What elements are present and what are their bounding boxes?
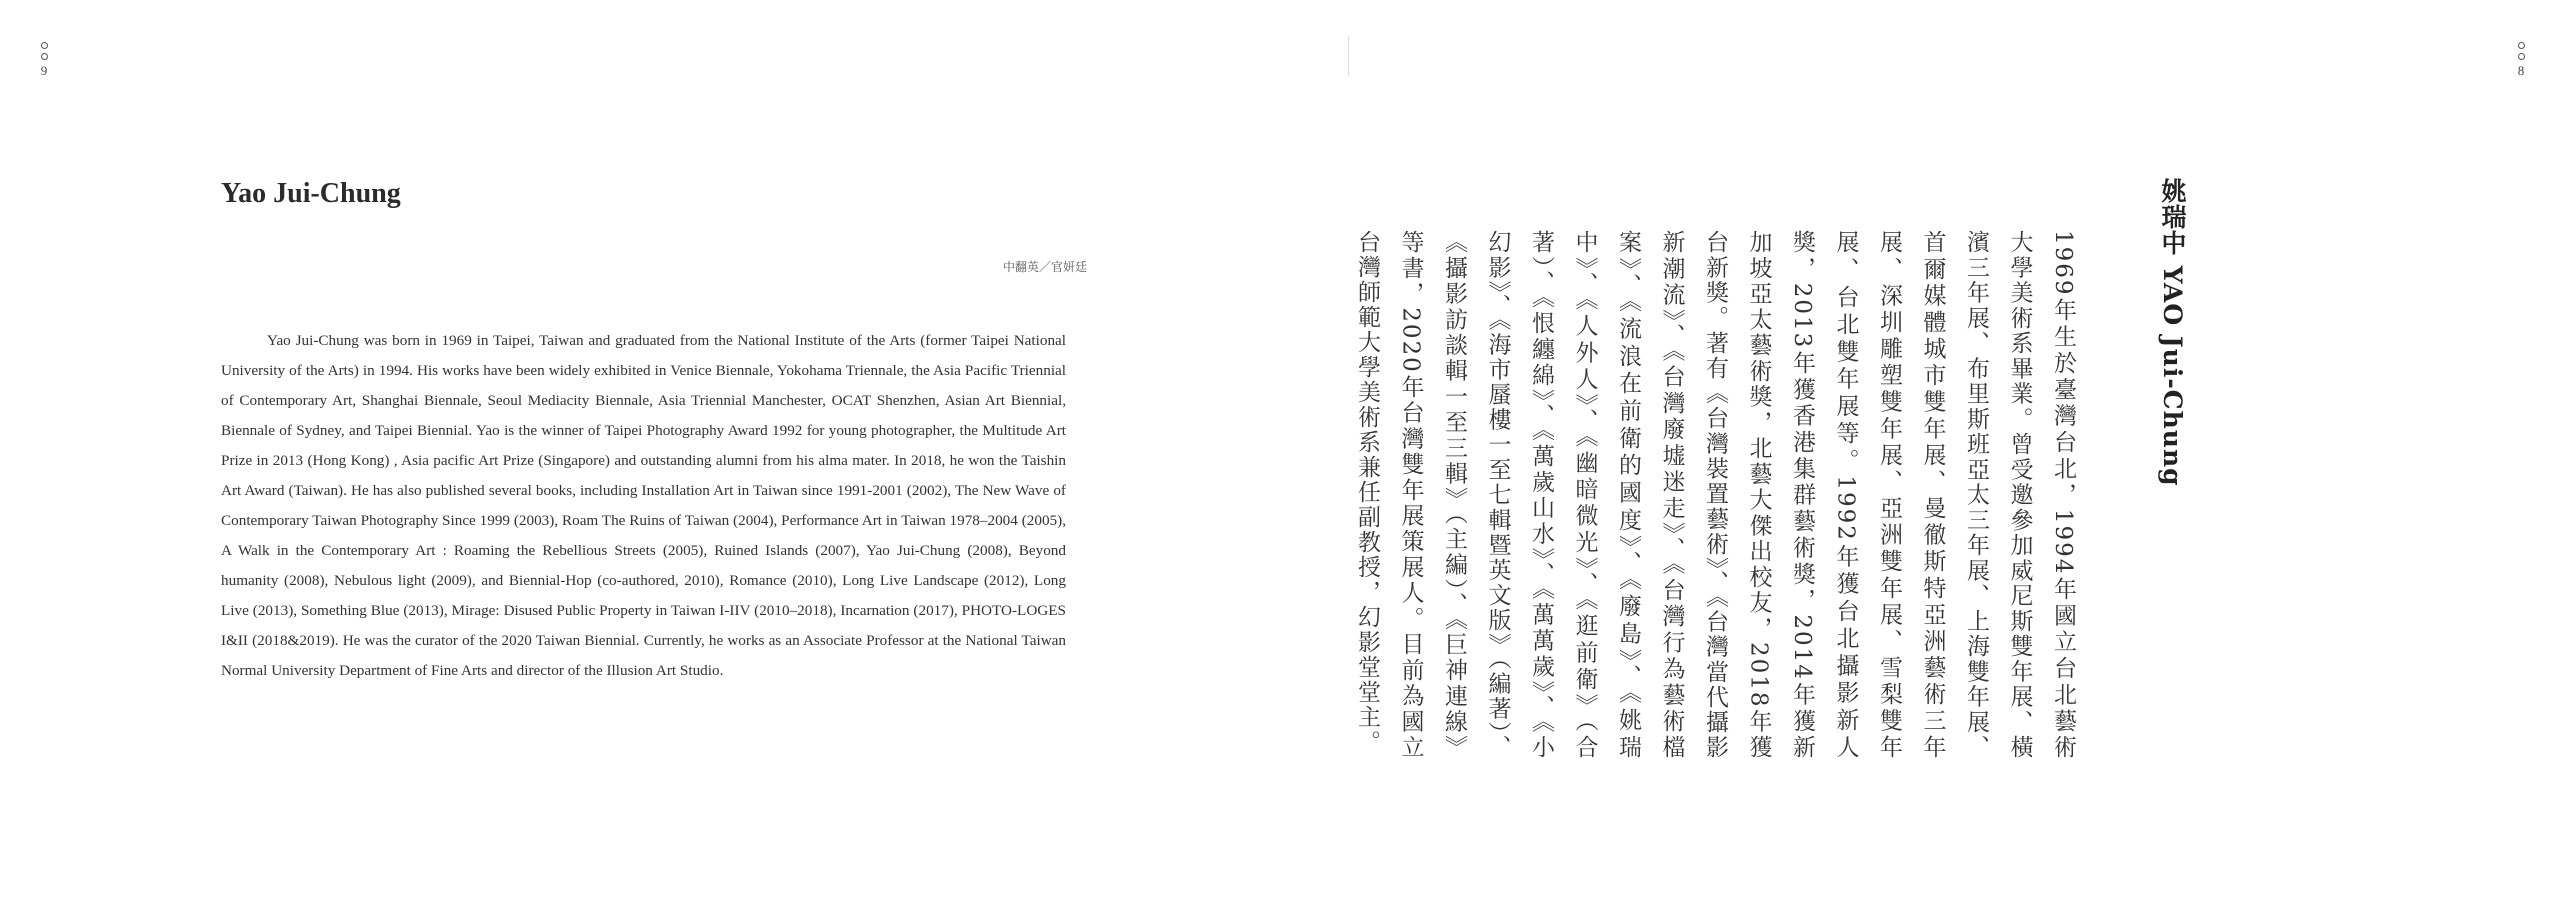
- chinese-section: [1345, 178, 2191, 760]
- english-biography: Yao Jui-Chung was born in 1969 in Taipei, Taiwan and graduated from the National Institute of the Arts (former Taipei National University of the Arts) in 1994. His works have been widely exhibited in Venice Biennale, Yokohama Triennale, the Asia Pacific Triennial of Contemporary Art, Shanghai Biennale, Seoul Mediacity Biennale, Asia Triennial Manchester, OCAT Shenzhen, Asian Art Biennial, Biennale of Sydney, and Taipei Biennial. Yao is the winner of Taipei Photography Award 1992 for young photographer, the Multitude Art Prize in 2013 (Hong Kong) , Asia pacific Art Prize (Singapore) and outstanding alumni from his alma mater. In 2018, he won the Taishin Art Award (Taiwan). He has also published several books, including Installation Art in Taiwan since 1991-2001 (2002), The New Wave of Contemporary Taiwan Photography Since 1999 (2003), Roam The Ruins of Taiwan (2004), Performance Art in Taiwan 1978–2004 (2005), A Walk in the Contemporary Art : Roaming the Rebellious Streets (2005), Ruined Islands (2007), Yao Jui-Chung (2008), Beyond humanity (2008), Nebulous light (2009), and Biennial-Hop (co-authored, 2010), Romance (2010), Long Live Landscape (2012), Long Live (2013), Something Blue (2013), Mirage: Disused Public Property in Taiwan I-IIV (2010–2018), Incarnation (2017), PHOTO-LOGES I&II (2018&2019). He was the curator of the 2020 Taiwan Biennial. Currently, he works as an Associate Professor at the National Taiwan Normal University Department of Fine Arts and director of the Illusion Art Studio.: [221, 332, 1066, 679]
- chinese-biography: 1969年生於臺灣台北，1994年國立台北藝術大學美術系畢業。曾受邀參加威尼斯雙年展、橫濱三年展、布里斯班亞太三年展、上海雙年展、首爾媒體城市雙年展、曼徹斯特亞洲藝術三年展、深圳雕塑雙年展、亞洲雙年展、雪梨雙年展、台北雙年展等。1992年獲台北攝影新人獎，2013年獲香港集群藝術獎，2014年獲新加坡亞太藝術獎，北藝大傑出校友，2018年獲台新獎。著有《台灣裝置藝術》、《台灣當代攝影新潮流》、《台灣廢墟迷走》、《台灣行為藝術檔案》、《流浪在前衛的國度》、《廢島》、《姚瑞中》、《人外人》、《幽暗微光》、《逛前衛》（合著）、《恨纏綿》、《萬歲山水》、《萬萬歲》、《小幻影》、《海市蜃樓一至七輯暨英文版》（編著）、《攝影訪談輯一至三輯》（主編）、《巨神連線》等書，2020年台灣雙年展策展人。目前為國立台灣師範大學美術系兼任副教授，幻影堂堂主。: [1354, 230, 2076, 760]
- page-number-left-value: 9: [40, 63, 48, 78]
- page-number-right: [2514, 42, 2528, 77]
- ornament-dot: [41, 53, 48, 60]
- translator-credit: 中翻英／官妍廷: [1002, 260, 1087, 274]
- page-number-left: [37, 42, 51, 77]
- page-gutter-divider: [1348, 36, 1349, 76]
- chinese-title: 姚瑞中 YAO Jui-Chung: [2158, 178, 2187, 487]
- page-number-right-value: 8: [2517, 63, 2525, 78]
- ornament-dot: [41, 42, 48, 49]
- ornament-dot: [2518, 53, 2525, 60]
- ornament-dot: [2518, 42, 2525, 49]
- english-title: Yao Jui-Chung: [221, 178, 401, 209]
